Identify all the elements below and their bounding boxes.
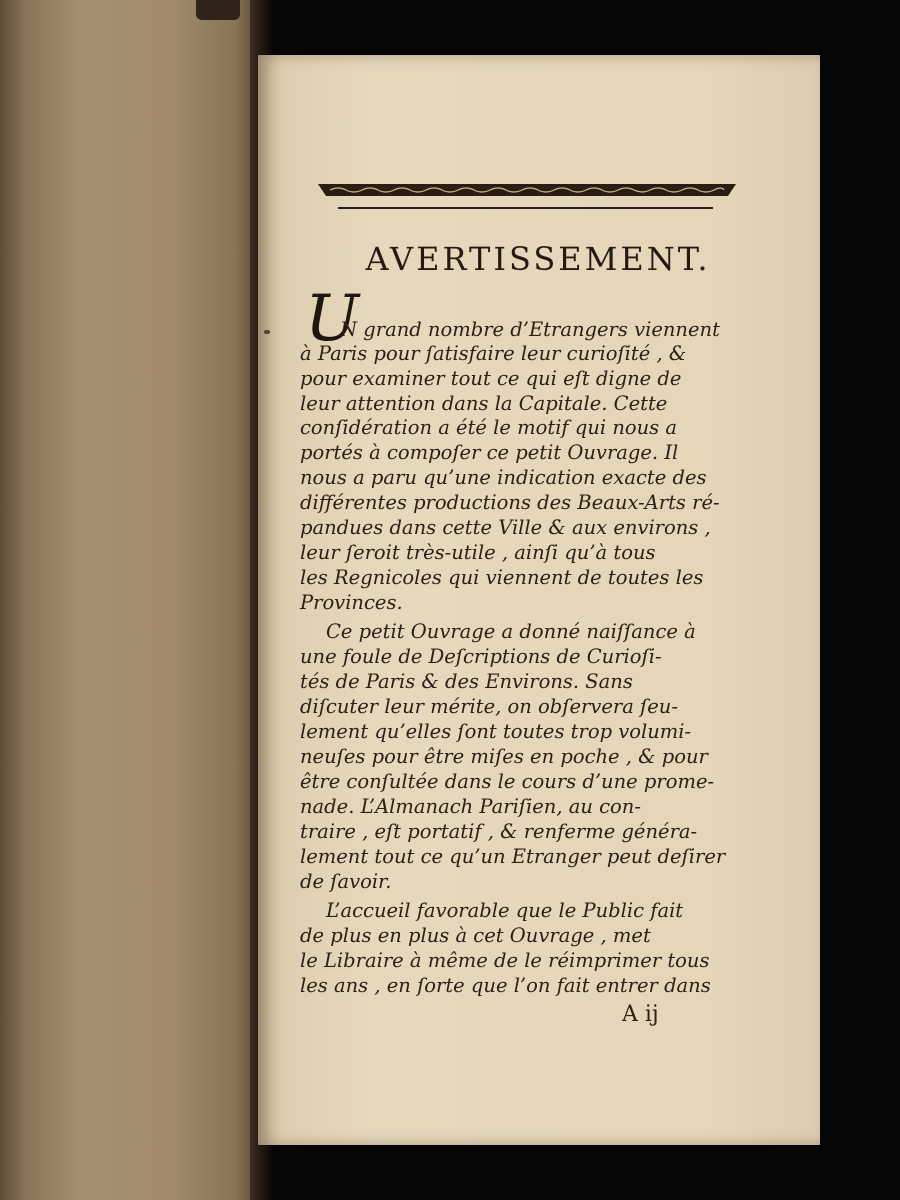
page-mark xyxy=(264,330,270,334)
text-line: N grand nombre d’Etrangers viennent xyxy=(340,318,720,341)
text-line: portés à compoſer ce petit Ouvrage. Il xyxy=(300,441,679,464)
text-line: être conſultée dans le cours d’une prome- xyxy=(300,770,715,793)
text-line: différentes productions des Beaux-Arts ré- xyxy=(300,491,720,514)
text-line: à Paris pour ſatisfaire leur curioſité , & xyxy=(300,342,687,365)
signature-mark: A ij xyxy=(622,1002,659,1027)
text-line: les ans , en ſorte que l’on fait entrer dans xyxy=(300,974,711,997)
text-line: traire , eſt portatif , & renferme généra- xyxy=(300,820,698,843)
text-line: leur ſeroit très-utile , ainſi qu’à tous xyxy=(300,541,656,564)
text-line: pandues dans cette Ville & aux environs , xyxy=(300,516,711,539)
text-line: neuſes pour être miſes en poche , & pour xyxy=(300,745,708,768)
text-line: nade. L’Almanach Pariſien, au con- xyxy=(300,795,641,818)
text-line: tés de Paris & des Environs. Sans xyxy=(300,670,633,693)
text-line: diſcuter leur mérite, on obſervera ſeu- xyxy=(300,695,678,718)
text-line: Provinces. xyxy=(300,591,403,614)
text-line: de ſavoir. xyxy=(300,870,392,893)
headpiece-rule xyxy=(338,207,713,209)
book-spine-top xyxy=(196,0,240,20)
text-line: les Regnicoles qui viennent de toutes les xyxy=(300,566,704,589)
text-line: lement qu’elles ſont toutes trop volumi- xyxy=(300,720,692,743)
text-line: de plus en plus à cet Ouvrage , met xyxy=(300,924,651,947)
text-line: une foule de Deſcriptions de Curioſi- xyxy=(300,645,662,668)
left-page xyxy=(0,0,262,1200)
headpiece-ornament xyxy=(318,182,736,198)
text-line: L’accueil favorable que le Public fait xyxy=(326,899,684,922)
text-line: lement tout ce qu’un Etranger peut deſirer xyxy=(300,845,726,868)
text-line: le Libraire à même de le réimprimer tous xyxy=(300,949,710,972)
text-line: leur attention dans la Capitale. Cette xyxy=(300,392,668,415)
drop-cap: U xyxy=(305,282,359,356)
text-line: pour examiner tout ce qui eſt digne de xyxy=(300,367,682,390)
text-line: conſidération a été le motif qui nous a xyxy=(300,416,678,439)
text-line: Ce petit Ouvrage a donné naiſſance à xyxy=(326,620,696,643)
page-title: AVERTISSEMENT. xyxy=(365,240,711,278)
text-line: nous a paru qu’une indication exacte des xyxy=(300,466,707,489)
